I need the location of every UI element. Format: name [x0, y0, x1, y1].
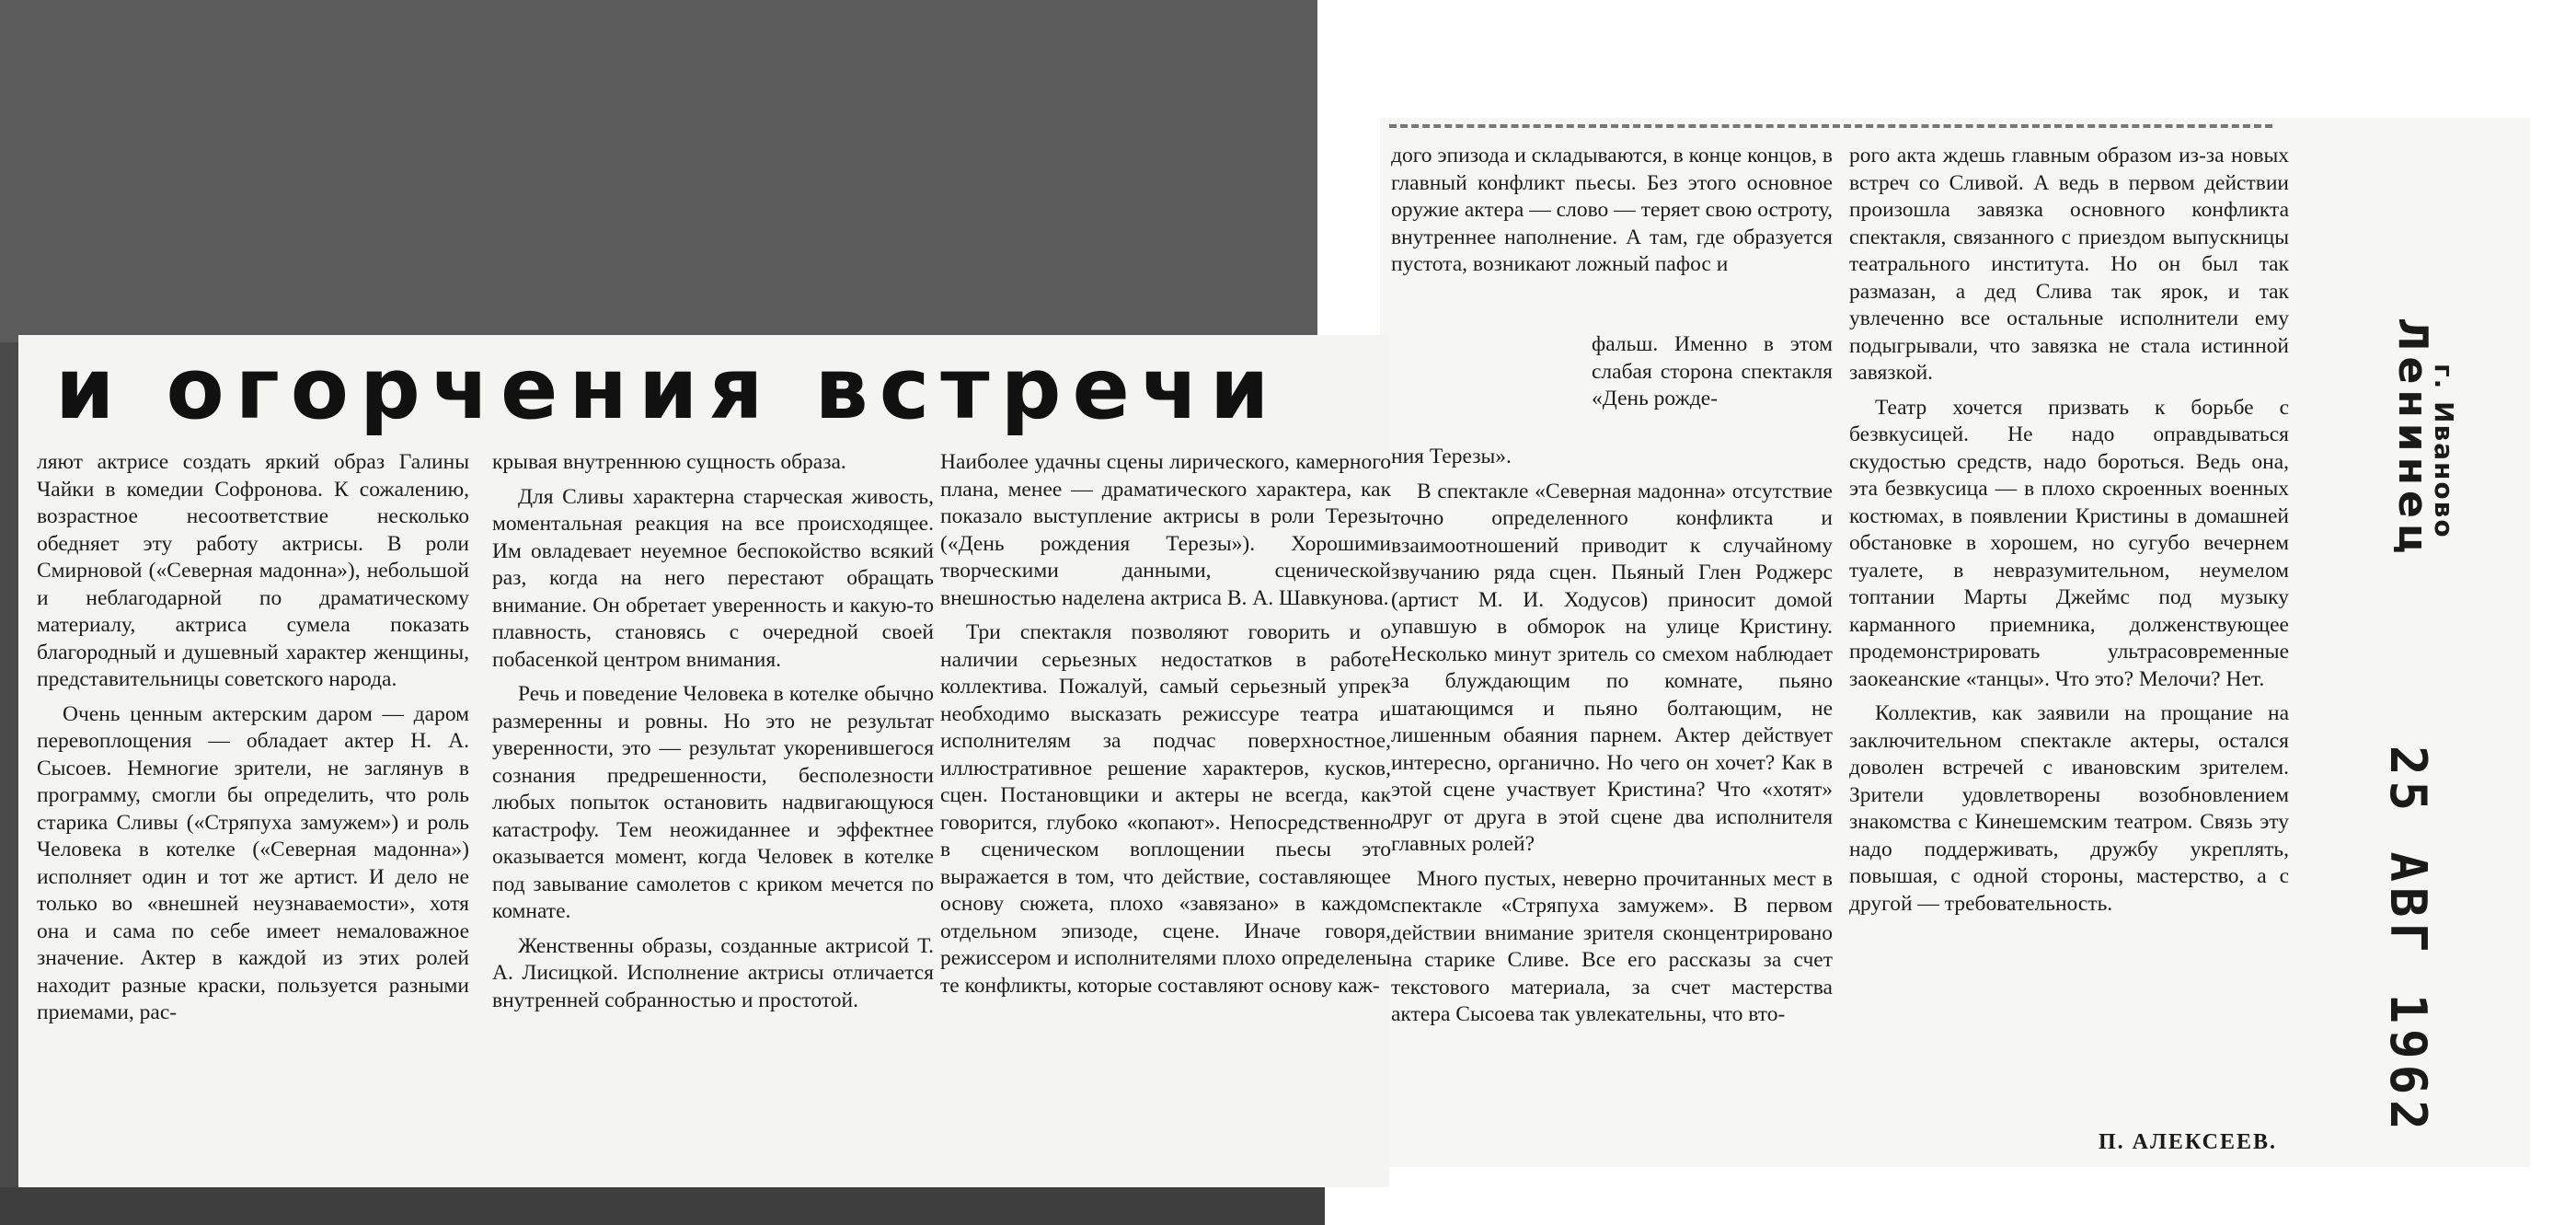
paragraph: Речь и поведение Человека в котелке обычно размеренны и ровны. Но это не результат уверенности, это — результат укоренившегося сознания предрешенности, бесполезности любых попыток остановить надвигающуюся катастрофу. Тем неожиданнее и эффектнее оказывается момент, когда Человек в котелке под завывание самолетов с криком мечется по комнате. — [492, 682, 934, 923]
paragraph: дого эпизода и складываются, в конце концов, в главный конфликт пьесы. Без этого основное оружие актера — слово — теряет свою остроту, внутреннее наполнение. А там, где образуется пустота, возникают ложный пафос и — [1391, 144, 1833, 276]
text-column-3 — [940, 449, 1391, 1007]
text-column-5 — [1849, 143, 2289, 925]
text-column-4-narrow — [1592, 331, 1833, 421]
paragraph: Женственны образы, созданные актрисой Т. А. Лисицкой. Исполнение актрисы отличается внутренней собранностью и простотой. — [492, 933, 934, 1012]
text-column-1 — [37, 449, 469, 1034]
clipping-cut-line — [1389, 124, 2272, 128]
paragraph: крывая внутреннюю сущность образа. — [492, 450, 846, 474]
text-column-4-top — [1391, 143, 1833, 286]
text-column-2 — [492, 449, 934, 1022]
paragraph: В спектакле «Северная мадонна» отсутствие точно определенного конфликта и взаимоотношений приводит к случайному звучанию ряда сцен. Пьяный Глен Роджерс (артист М. И. Ходусов) приносит домой упавшую в обморок на улице Кристину. Несколько минут зритель со смехом наблюдает за блуждающим по комнате, пьяно шатающимся и пьяно болтающим, не лишенным обаяния парнем. Актер действует интересно, органично. Но чего он хочет? Как в этой сцене участвует Кристина? Что «хотят» друг от друга в этой сцене два исполнителя главных ролей? — [1391, 479, 1833, 856]
paragraph: Для Сливы характерна старческая живость, моментальная реакция на все происходящее. Им овладевает неуемное беспокойство всякий раз, когда на него перестают обращать внимание. Он обретает уверенность и какую-то плавность, становясь с очередной своей побасенкой центром внимания. — [492, 484, 934, 672]
paragraph: ляют актрисе создать яркий образ Галины Чайки в комедии Софронова. К сожалению, возрастное несоответствие несколько обедняет эту работу актрисы. В роли Смирновой («Северная мадонна»), небольшой и неблагодарной по драматическому материалу, актриса сумела показать благородный и душевный характер женщины, представительницы советского народа. — [37, 450, 469, 691]
author-signature: П. АЛЕКСЕЕВ. — [2098, 1130, 2277, 1154]
stamp-date: 25 АВГ 1962 — [2379, 745, 2437, 1136]
article-headline: и огорчения встречи — [55, 340, 1281, 438]
paragraph: Очень ценным актерским даром — даром перевоплощения — обладает актер Н. А. Сысоев. Немногие зрители, не заглянув в программу, смогли бы определить, что роль старика Сливы («Стряпуха замужем») и роль Человека в котелке («Северная мадонна») исполняет один и тот же артист. И дело не только во «внешней неузнаваемости», хотя она и сама по себе имеет немаловажное значение. Актер в каждой из этих ролей находит разные краски, пользуется разными приемами, рас- — [37, 701, 469, 1024]
paragraph: фальш. Именно в этом слабая сторона спектакля «День рожде- — [1592, 332, 1833, 410]
dark-bottom-strip — [0, 1187, 1325, 1225]
paragraph: ния Терезы». — [1391, 445, 1512, 468]
text-column-4 — [1391, 444, 1833, 1036]
paragraph: Наиболее удачны сцены лирического, камерного плана, менее — драматического характера, как показало выступление актрисы в роли Терезы («День рождения Терезы»). Хорошими творческими данными, сценической внешностью наделена актриса В. А. Шавкунова. — [940, 450, 1391, 610]
stamp-newspaper-name: Ленинец — [2389, 318, 2436, 560]
paragraph: Коллектив, как заявили на прощание на заключительном спектакле актеры, остался доволен встречей с ивановским зрителем. Зрители удовлетворены возобновлением знакомства с Кинешемским театром. Связь эту надо поддерживать, дружбу укреплять, повышая, с одной стороны, мастерство, а с другой — требовательность. — [1849, 701, 2289, 916]
paragraph: Много пустых, неверно прочитанных мест в спектакле «Стряпуха замужем». В первом действии внимание зрителя сконцентрировано на старике Сливе. Все его рассказы за счет текстового материала, за счет мастерства актера Сысоева так увлекательны, что вто- — [1391, 866, 1833, 1026]
paragraph: Театр хочется призвать к борьбе с безвкусицей. Не надо оправдываться скудостью средств, надо бороться. Ведь она, эта безвкусица — в плохо скроенных военных костюмах, в появлении Кристины в домашней обстановке в хорошем, но сугубо вечернем туалете, в невразумительном, неумелом топтании Марты Джеймс под музыку карманного приемника, долженствующее продемонстрировать ультрасовременные заокеанские «танцы». Что это? Мелочи? Нет. — [1849, 395, 2289, 691]
dark-left-edge — [0, 342, 18, 1225]
dark-background-block — [0, 0, 1317, 342]
paragraph: Три спектакля позволяют говорить и о наличии серьезных недостатков в работе коллектива. Пожалуй, самый серьезный упрек необходимо высказать режиссуре театра и исполнителям за подчас поверхностное, иллюстративное решение характеров, кусков, сцен. Постановщики и актеры не всегда, как говорится, глубоко «копают». Непосредственно в сценическом воплощении пьесы это выражается в том, что действие, составляющее основу сюжета, плохо «завязано» в каждом отдельном эпизоде, сцене. Иначе говоря, режиссером и исполнителями плохо определены те конфликты, которые составляют основу каж- — [940, 620, 1391, 998]
paragraph: рого акта ждешь главным образом из-за новых встреч со Сливой. А ведь в первом действии произошла завязка основного конфликта спектакля, связанного с приездом выпускницы театрального института. Но он был так размазан, а дед Слива так ярок, и так увлеченно все остальные исполнители ему подыгрывали, что завязка не стала истинной завязкой. — [1849, 144, 2289, 385]
stamp-city: г. Иваново — [2429, 364, 2459, 539]
